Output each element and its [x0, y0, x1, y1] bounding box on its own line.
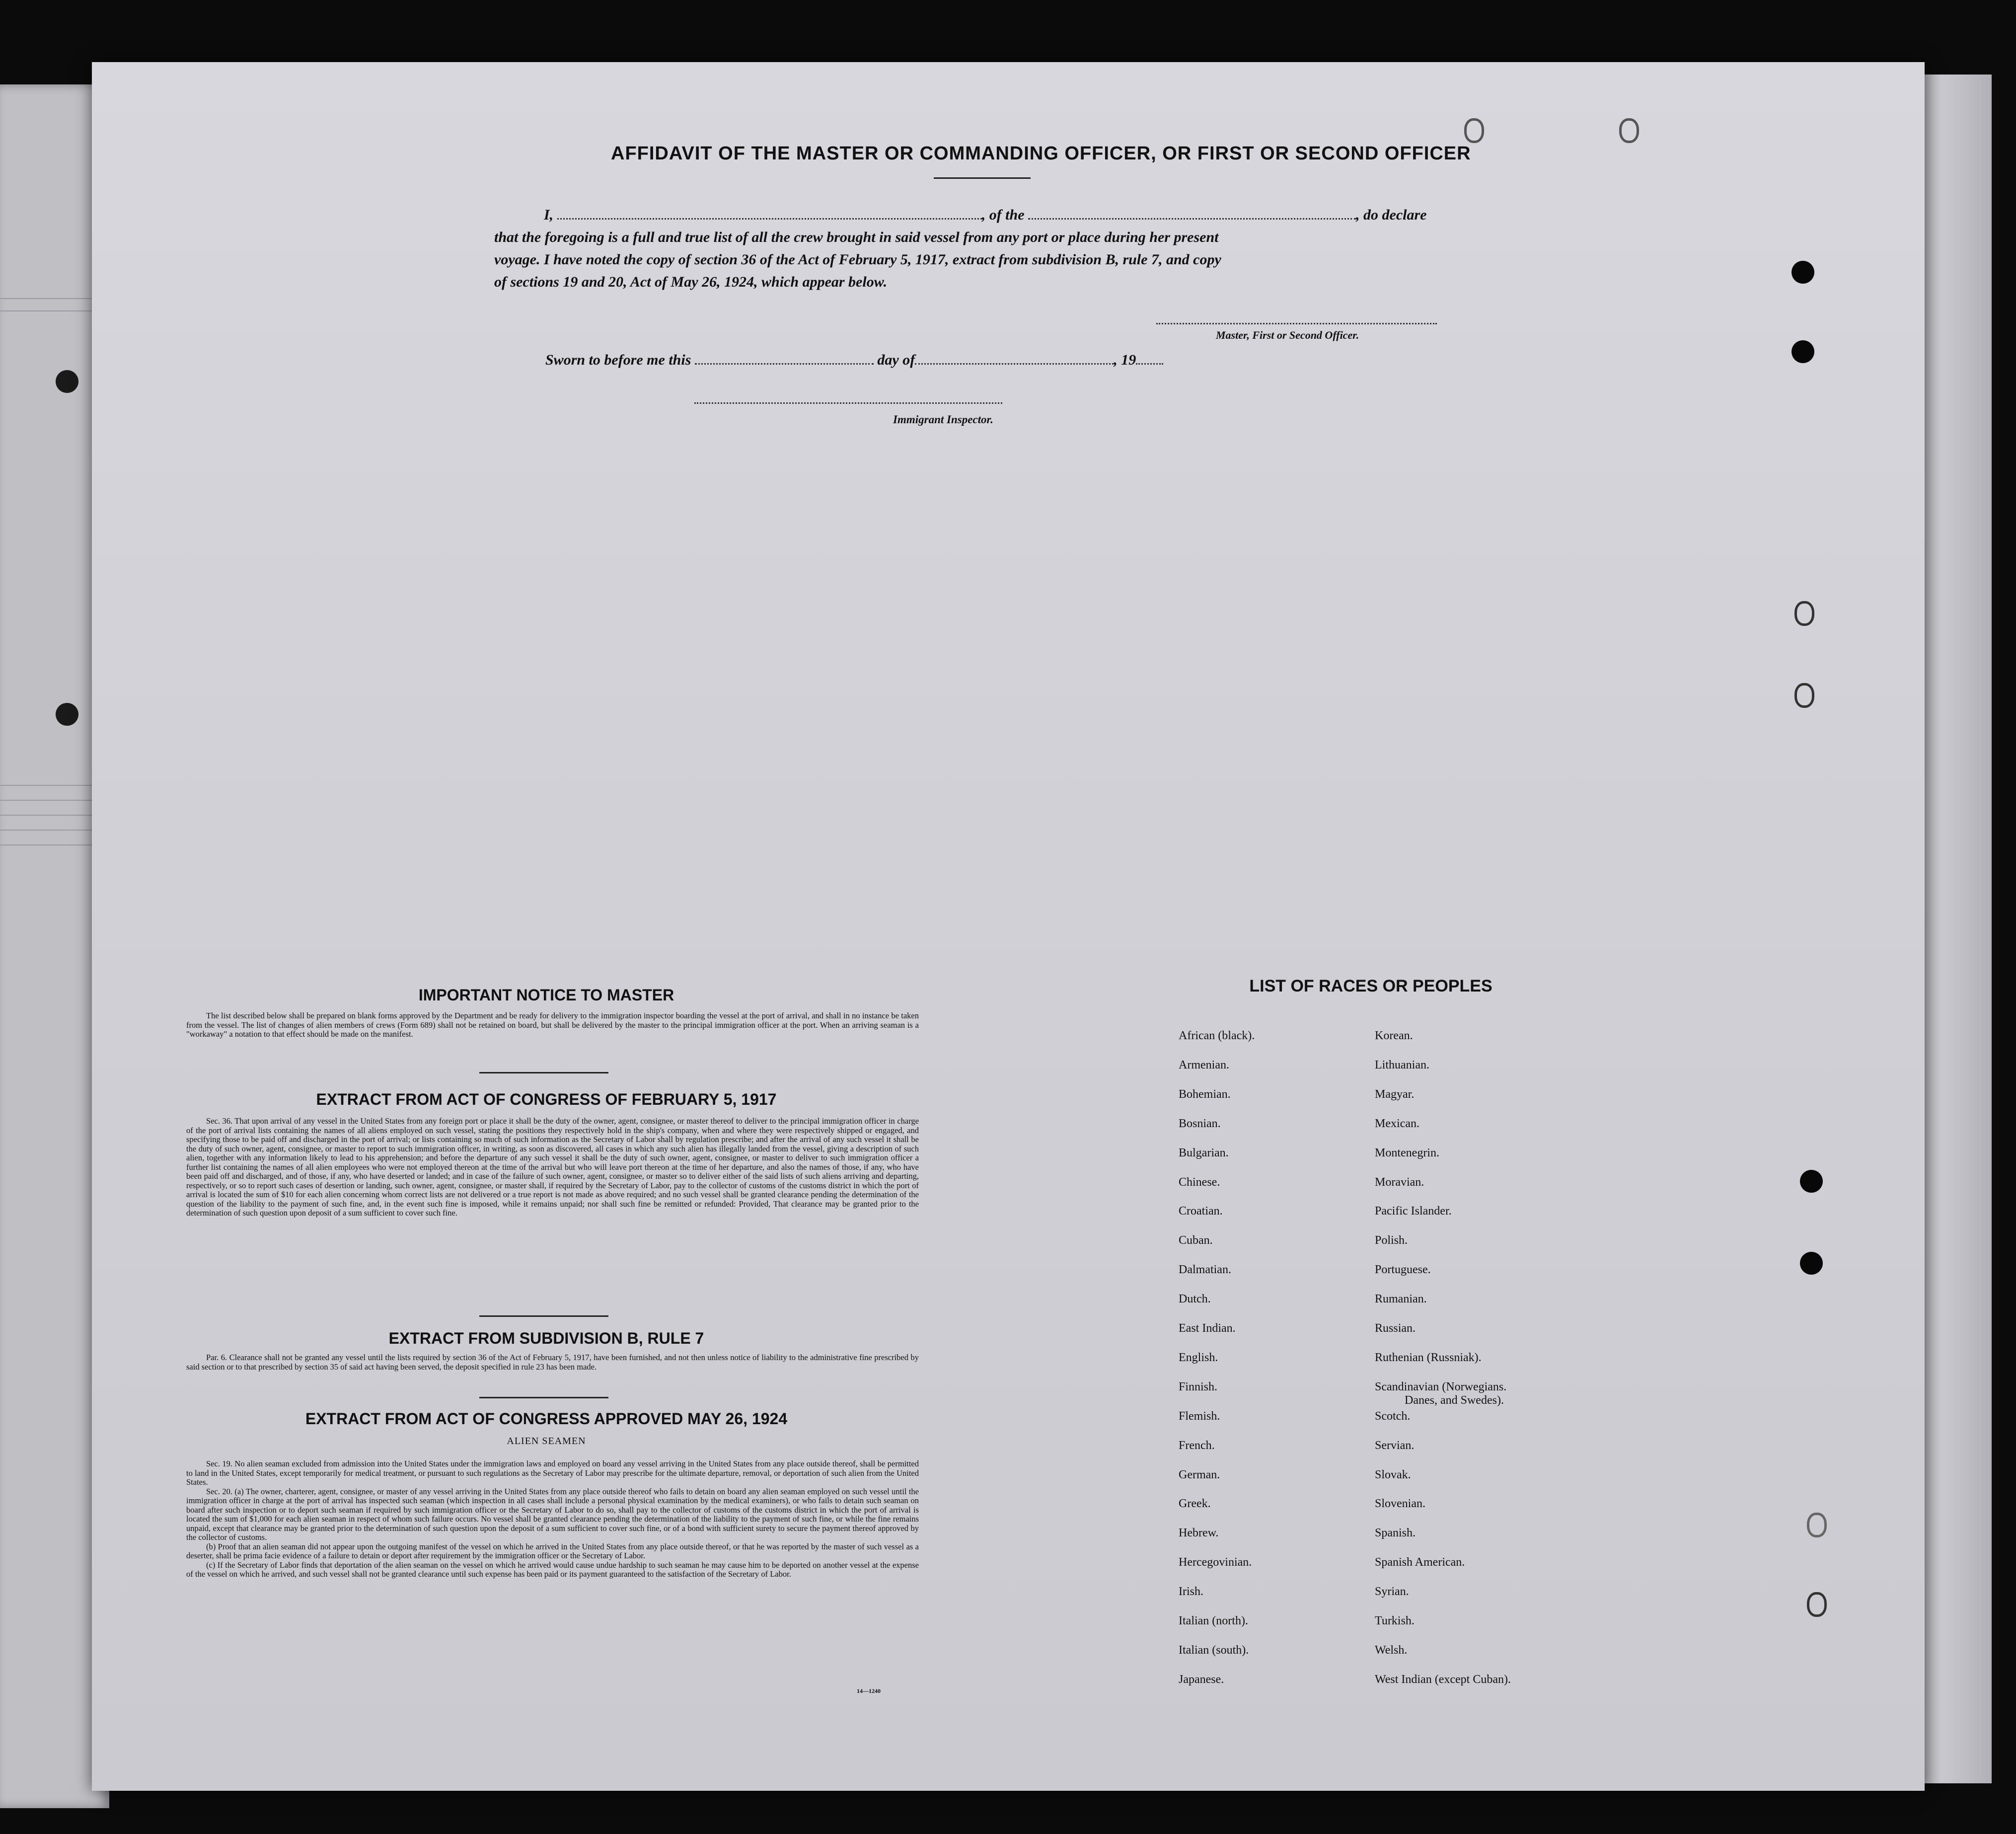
extract-1924-text	[186, 1459, 919, 1579]
race-item: African (black).	[1179, 1029, 1255, 1042]
notice-title: IMPORTANT NOTICE TO MASTER	[418, 986, 674, 1004]
race-item: Japanese.	[1179, 1673, 1224, 1686]
race-item: Welsh.	[1375, 1643, 1408, 1657]
divider	[934, 177, 1031, 179]
notice-text	[186, 1011, 919, 1039]
extract-1917-text	[186, 1117, 919, 1218]
alien-seamen-subhead: ALIEN SEAMEN	[507, 1436, 586, 1447]
ring-mark	[1794, 601, 1814, 626]
sworn-year-field[interactable]	[1136, 350, 1163, 365]
section-20c-paragraph: (c) If the Secretary of Labor finds that deportation of the alien seaman on the vessel on which he arrived would cause undue hardship to such seaman he may cause him to be deported on another vessel at the expense of the vessel on which he arrived, and such vessel shall not be granted clearance until such expense has been paid or its payment guaranteed to the satisfaction of the Secretary of Labor.	[186, 1560, 919, 1579]
race-item: Irish.	[1179, 1585, 1203, 1599]
divider	[479, 1397, 608, 1398]
race-item: Greek.	[1179, 1497, 1211, 1511]
race-item: Finnish.	[1179, 1380, 1218, 1393]
race-item: Scandinavian (Norwegians.	[1375, 1380, 1507, 1393]
race-item: Montenegrin.	[1375, 1146, 1439, 1159]
vessel-name-field[interactable]	[1028, 205, 1356, 220]
race-item: Cuban.	[1179, 1234, 1213, 1247]
declaration-line	[494, 204, 1468, 226]
statement-line: that the foregoing is a full and true list of all the crew brought in said vessel from any port or place during her present	[494, 229, 1219, 245]
race-item: Bohemian.	[1179, 1087, 1231, 1101]
race-item: Bulgarian.	[1179, 1146, 1229, 1159]
race-item: German.	[1179, 1468, 1220, 1481]
declare-label: , do declare	[1356, 207, 1427, 223]
ring-mark	[1794, 683, 1814, 708]
race-item: English.	[1179, 1351, 1218, 1364]
race-item: Danes, and Swedes).	[1405, 1393, 1504, 1407]
sworn-month-field[interactable]	[915, 350, 1114, 365]
punch-hole	[1792, 261, 1814, 284]
race-item: Italian (north).	[1179, 1614, 1248, 1627]
race-item: Rumanian.	[1375, 1293, 1427, 1306]
declarant-name-field[interactable]	[557, 205, 982, 220]
race-item: Lithuanian.	[1375, 1058, 1429, 1071]
race-item: Korean.	[1375, 1029, 1413, 1042]
punch-hole	[1792, 340, 1814, 363]
ring-mark	[1807, 1513, 1827, 1537]
sworn-day-field[interactable]	[695, 350, 874, 365]
section-20b-paragraph: (b) Proof that an alien seaman did not appear upon the outgoing manifest of the vessel on which he arrived in the United States from any place outside thereof, or that he was reported by the master of such vessel as a deserter, shall be prima facie evidence of a failure to detain or deport after requirement by the immigration officer or the Secretary of Labor.	[186, 1541, 919, 1560]
race-item: Servian.	[1375, 1439, 1415, 1452]
ring-mark	[1619, 118, 1639, 143]
race-item: Flemish.	[1179, 1409, 1220, 1423]
race-item: Hercegovinian.	[1179, 1556, 1252, 1569]
section-20a-paragraph: Sec. 20. (a) The owner, charterer, agent, consignee, or master of any vessel arriving in the United States from any place outside thereof who fails to detain on board any alien seaman employed on such vessel until the immigration officer in charge at the port of arrival has inspected such seaman (which inspection in all cases shall include a personal physical examination by the medical examiners), or who fails to detain such seaman on board after such inspection or to deport such seaman if required by such immigration officer or the Secretary of Labor to do so, shall pay to the collector of customs of the customs district in which the port of arrival is located the sum of $1,000 for each alien seaman in respect of whom such failure occurs. No vessel shall be granted clearance pending the determination of the liability to the payment of such fine, or while the fine remains unpaid, except that clearance may be granted prior to the determination of such question upon the deposit of a sum sufficient to cover such fine, or of a bond with sufficient surety to secure the payment thereof approved by the collector of customs.	[186, 1486, 919, 1542]
declarant-i: I,	[544, 207, 554, 223]
race-item: Russian.	[1375, 1322, 1416, 1335]
sworn-label: Sworn to before me this	[545, 352, 691, 368]
inspector-caption: Immigrant Inspector.	[893, 413, 993, 426]
race-item: Bosnian.	[1179, 1117, 1221, 1130]
race-item: Slovenian.	[1375, 1497, 1425, 1511]
form-number: 14—1240	[857, 1687, 881, 1694]
race-item: Hebrew.	[1179, 1527, 1219, 1540]
race-item: Dutch.	[1179, 1293, 1211, 1306]
master-caption: Master, First or Second Officer.	[1216, 329, 1359, 341]
race-item: French.	[1179, 1439, 1215, 1452]
race-item: Portuguese.	[1375, 1263, 1431, 1277]
inspector-signature-field[interactable]	[694, 402, 1002, 404]
extract-rule7-title: EXTRACT FROM SUBDIVISION B, RULE 7	[388, 1329, 704, 1347]
punch-hole	[1800, 1170, 1823, 1193]
notice-paragraph: The list described below shall be prepared on blank forms approved by the Department and be ready for delivery to the immigration inspector boarding the vessel at the port of arrival, and shall in no instance be taken from the vessel. The list of changes of alien members of crews (Form 689) shall not be retained on board, but shall be delivered by the master to the principal immigration officer at the port. When an arriving seaman is a "workaway" a notation to that effect should be made on the manifest.	[186, 1011, 919, 1039]
race-item: West Indian (except Cuban).	[1375, 1673, 1511, 1686]
day-of-label: day of	[877, 352, 915, 368]
race-item: Moravian.	[1375, 1175, 1424, 1189]
race-item: Pacific Islander.	[1375, 1205, 1452, 1218]
race-item: Syrian.	[1375, 1585, 1409, 1599]
race-item: Spanish American.	[1375, 1556, 1465, 1569]
race-item: Slovak.	[1375, 1468, 1411, 1481]
ring-mark	[1807, 1592, 1827, 1617]
section-19-paragraph: Sec. 19. No alien seaman excluded from admission into the United States under the immigration laws and employed on board any vessel arriving in the United States from any place outside thereof, shall be permitted to land in the United States, except temporarily for medical treatment, or pursuant to such regulations as the Secretary of Labor may prescribe for the ultimate departure, removal, or deportation of such alien from the United States.	[186, 1459, 919, 1487]
affidavit-statement	[494, 204, 1468, 293]
statement-line: voyage. I have noted the copy of section 36 of the Act of February 5, 1917, extract from subdivision B, rule 7, and copy	[494, 251, 1221, 268]
ring-mark	[1464, 118, 1484, 143]
race-item: Mexican.	[1375, 1117, 1419, 1130]
race-item: Spanish.	[1375, 1527, 1416, 1540]
extract-1917-title: EXTRACT FROM ACT OF CONGRESS OF FEBRUARY 5, 1917	[316, 1090, 777, 1108]
affidavit-title: AFFIDAVIT OF THE MASTER OR COMMANDING OFFICER, OR FIRST OR SECOND OFFICER	[611, 143, 1471, 164]
race-item: Chinese.	[1179, 1175, 1220, 1189]
race-item: Dalmatian.	[1179, 1263, 1231, 1277]
race-item: Ruthenian (Russniak).	[1375, 1351, 1482, 1364]
race-item: Magyar.	[1375, 1087, 1415, 1101]
race-item: Turkish.	[1375, 1614, 1415, 1627]
extract-1924-title: EXTRACT FROM ACT OF CONGRESS APPROVED MAY 26, 1924	[305, 1410, 788, 1428]
punch-hole	[56, 370, 78, 393]
paragraph-6: Par. 6. Clearance shall not be granted any vessel until the lists required by section 36 of the Act of February 5, 1917, have been furnished, and not then unless notice of liability to the administrative fine prescribed by said section or to that prescribed by section 35 of said act having been served, the deposit specified in rule 23 has been made.	[186, 1353, 919, 1372]
statement-line: of sections 19 and 20, Act of May 26, 1924, which appear below.	[494, 274, 888, 290]
divider	[479, 1072, 608, 1073]
of-the-label: , of the	[981, 207, 1025, 223]
section-36-paragraph: Sec. 36. That upon arrival of any vessel in the United States from any foreign port or place it shall be the duty of the owner, agent, consignee, or master thereof to deliver to the principal immigration officer in charge of the port of arrival lists containing the names of all aliens employed on such vessel, stating the positions they respectively hold in the ship's company, when and where they were respectively shipped or engaged, and specifying those to be paid off and discharged in the port of arrival; or lists containing so much of such information as the Secretary of Labor shall by regulation prescribe; and after the arrival of any such vessel it shall be the duty of such owner, agent, consignee, or master to report to such immigration officer, in writing, as soon as discovered, all cases in which any such alien has illegally landed from the vessel, giving a description of such alien, together with any information likely to lead to his apprehension; and before the departure of any such vessel it shall be the duty of such owner, agent, consignee, or master to deliver to such immigration officer a further list containing the names of all alien employees who were not employed thereon at the time of the arrival but who will leave port thereon at the time of her departure, and also the names of those, if any, who have been paid off and discharged, and of those, if any, who have deserted or landed; and in case of the failure of such owner, agent, consignee, or master so to deliver either of the said lists of such aliens arriving and departing, respectively, or so to report such cases of desertion or landing, such owner, agent, consignee, or master shall, if required by the Secretary of Labor, pay to the collector of customs of the customs district in which the port of arrival is located the sum of $10 for each alien concerning whom correct lists are not delivered or a true report is not made as above required; and no such vessel shall be granted clearance pending the determination of the question of the liability to the payment of such fine, and, in the event such fine is imposed, while it remains unpaid; nor shall such fine be remitted or refunded: Provided, That clearance may be granted prior to the determination of such question upon deposit of a sum sufficient to cover such fine.	[186, 1116, 919, 1218]
divider	[479, 1315, 608, 1317]
race-item: Polish.	[1375, 1234, 1408, 1247]
master-signature-field[interactable]	[1156, 323, 1437, 324]
race-item: Italian (south).	[1179, 1643, 1249, 1657]
race-item: Scotch.	[1375, 1409, 1411, 1423]
race-item: East Indian.	[1179, 1322, 1236, 1335]
sworn-line	[545, 350, 1241, 369]
punch-hole	[56, 703, 78, 726]
races-title: LIST OF RACES OR PEOPLES	[1249, 977, 1493, 995]
punch-hole	[1800, 1252, 1823, 1275]
race-item: Armenian.	[1179, 1058, 1229, 1071]
race-item: Croatian.	[1179, 1205, 1223, 1218]
extract-rule7-text	[186, 1353, 919, 1372]
year-label: , 19	[1114, 352, 1136, 368]
